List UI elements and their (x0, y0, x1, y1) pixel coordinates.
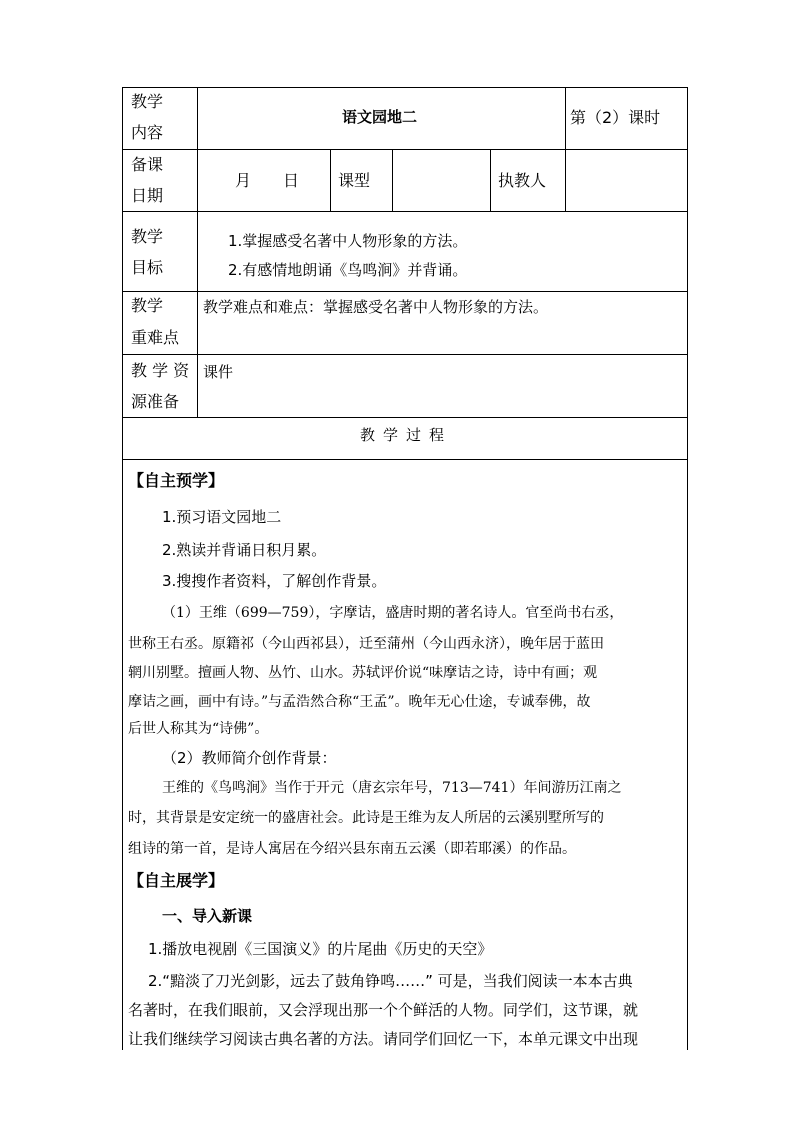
preview-heading: 【自主预学】 (128, 471, 225, 490)
table-col-teacher (490, 149, 491, 211)
table-rule-5 (122, 417, 688, 418)
key-label-line2: 重难点 (131, 328, 180, 347)
goal-item-2: 2.有感情地朗诵《鸟鸣涧》并背诵。 (228, 261, 468, 279)
preview-item-1: 1.预习语文园地二 (162, 508, 282, 526)
intro-item-1: 1.播放电视剧《三国演义》的片尾曲《历史的天空》 (148, 940, 493, 958)
table-rule-4 (122, 354, 688, 355)
page-title: 语文园地二 (342, 108, 418, 126)
table-col-lesson (565, 87, 566, 211)
background-para-line2: 时，其背景是安定统一的盛唐社会。此诗是王维为友人所居的云溪别墅所写的 (128, 810, 604, 826)
content-label-line2: 内容 (131, 123, 164, 142)
key-points-text: 教学难点和难点：掌握感受名著中人物形象的方法。 (203, 298, 549, 316)
background-para-line3: 组诗的第一首，是诗人寓居在今绍兴县东南五云溪（即若耶溪）的作品。 (128, 841, 576, 857)
table-rule-2 (122, 211, 688, 212)
author-para-line5: 后世人称其为“诗佛”。 (128, 721, 269, 737)
table-col-type (392, 149, 393, 211)
table-col-date (330, 149, 331, 211)
key-label-line1: 教学 (131, 296, 164, 315)
table-rule-6 (122, 459, 688, 460)
intro-item-2-line1: 2.“黯淡了刀光剑影，远去了鼓角铮鸣……” 可是，当我们阅读一本本古典 (148, 972, 633, 990)
table-border-left (122, 87, 123, 1050)
background-intro: （2）教师简介创作背景： (162, 749, 337, 767)
author-para-line3: 辋川别墅。擅画人物、丛竹、山水。苏轼评价说“味摩诘之诗，诗中有画；观 (128, 665, 598, 681)
resource-text: 课件 (203, 363, 234, 381)
table-border-right (687, 87, 688, 1050)
process-heading: 教学过程 (360, 426, 453, 444)
resource-label-line1: 教 学 资 (131, 361, 190, 380)
table-col-label (197, 87, 198, 417)
intro-item-2-line3: 让我们继续学习阅读古典名著的方法。请同学们回忆一下，本单元课文中出现 (128, 1030, 639, 1048)
preview-item-3: 3.搜搜作者资料，了解创作背景。 (162, 572, 387, 590)
table-rule-3 (122, 291, 688, 292)
author-para-line2: 世称王右丞。原籍祁（今山西祁县），迁至蒲州（今山西永济），晚年居于蓝田 (128, 636, 604, 652)
type-label: 课型 (338, 171, 371, 190)
goals-label-line2: 目标 (131, 258, 164, 277)
lesson-number: 第（2）课时 (570, 108, 661, 127)
resource-label-line2: 源准备 (131, 392, 180, 411)
author-para-line4: 摩诘之画，画中有诗。”与孟浩然合称“王孟”。晚年无心仕途，专诚奉佛，故 (128, 694, 591, 710)
intro-heading: 一、导入新课 (162, 907, 253, 925)
table-rule-1 (122, 149, 688, 150)
date-label-line2: 日期 (131, 186, 164, 205)
preview-item-2: 2.熟读并背诵日积月累。 (162, 541, 327, 559)
background-para-line1: 王维的《鸟鸣涧》当作于开元（唐玄宗年号，713—741）年间游历江南之 (162, 780, 622, 796)
teacher-label: 执教人 (498, 171, 547, 190)
goals-label-line1: 教学 (131, 227, 164, 246)
exhibit-heading: 【自主展学】 (128, 871, 225, 890)
date-label-line1: 备课 (131, 155, 164, 174)
table-border-top (122, 87, 688, 88)
goal-item-1: 1.掌握感受名著中人物形象的方法。 (228, 232, 468, 250)
content-label-line1: 教学 (131, 92, 164, 111)
author-para-line1: （1）王维（699—759），字摩诘，盛唐时期的著名诗人。官至尚书右丞， (162, 605, 624, 621)
date-value: 月 日 (235, 171, 300, 190)
intro-item-2-line2: 名著时，在我们眼前，又会浮现出那一个个鲜活的人物。同学们，这节课，就 (128, 1001, 639, 1019)
